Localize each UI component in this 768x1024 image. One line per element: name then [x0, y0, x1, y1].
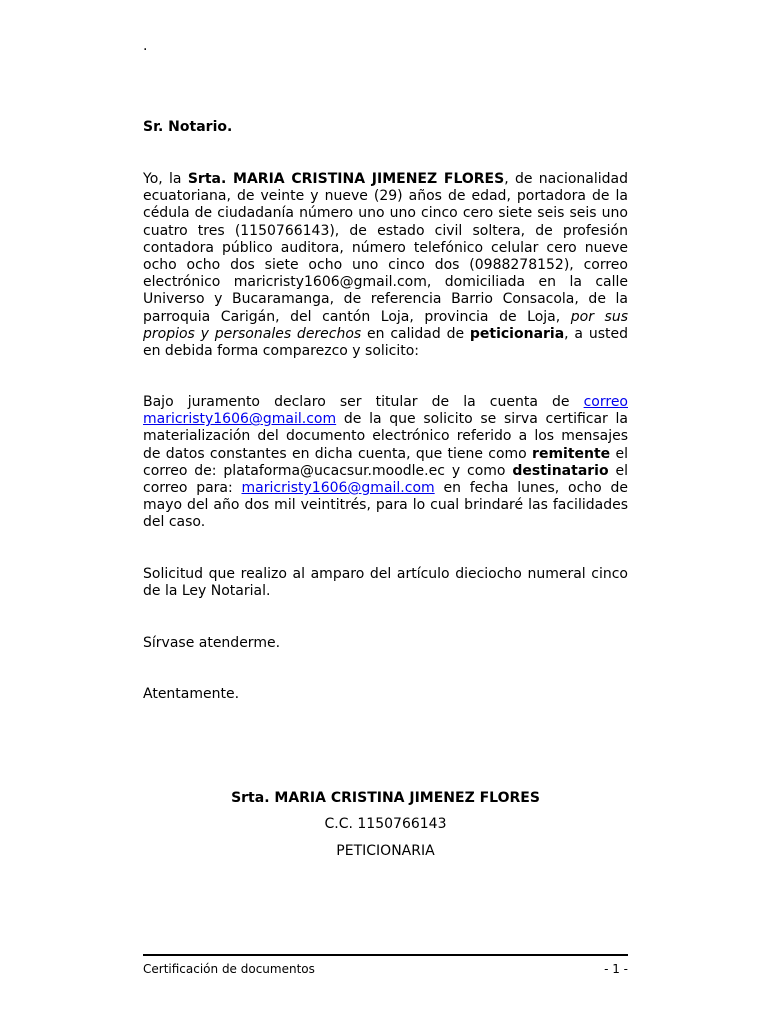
para1-text-3: en calidad de	[361, 325, 470, 342]
footer-divider	[143, 954, 628, 956]
petitioner-name: Srta. MARIA CRISTINA JIMENEZ FLORES	[187, 171, 505, 187]
legal-basis-paragraph: Solicitud que realizo al amparo del artículo dieciocho numeral cinco de la Ley Notarial.	[143, 566, 628, 600]
email-link-2[interactable]: maricristy1606@gmail.com	[241, 480, 435, 497]
intro-paragraph	[143, 171, 628, 360]
salutation: Sr. Notario.	[143, 119, 233, 135]
para1-text-2: , de nacionalidad ecuatoriana, de veinte y nueve (29) años de edad, portadora de la cédula de ciudadanía número uno uno cinco cero siete seis seis uno cuatro tres (1150766143), de estado civil soltera, de profesión contadora público auditora, número telefónico celular cero nueve ocho ocho dos siete ocho uno cinco dos (0988278152), correo electrónico maricristy1606@gmail.com, domiciliada en la calle Universo y Bucaramanga, de referencia Barrio Consacola, de la parroquia Carigán, del cantón Loja, provincia de Loja,	[143, 171, 628, 325]
para2-text-1: Bajo juramento declaro ser titular de la cuenta de	[143, 394, 584, 410]
signature-name: Srta. MARIA CRISTINA JIMENEZ FLORES	[231, 790, 540, 806]
para2-text-2: de la que solicito se sirva certificar la materialización del documento electrónico referido a los mensajes de datos constantes en dicha cuenta, que tiene como	[143, 411, 628, 462]
signature-role: PETICIONARIA	[336, 843, 435, 859]
recipient-label: destinatario	[512, 462, 609, 479]
para2-text-5: en fecha lunes, ocho de mayo del año dos mil veintitrés, para lo cual brindaré las facilidades del caso.	[143, 480, 628, 531]
email-link-1[interactable]: correo maricristy1606@gmail.com	[143, 394, 628, 428]
para1-italic: por sus propios y personales derechos	[143, 308, 629, 342]
para2-text-4: el correo para:	[143, 462, 628, 497]
signature-id: C.C. 1150766143	[324, 816, 447, 832]
para2-text-3: el correo de: plataforma@ucacsur.moodle.ec y como	[143, 445, 628, 479]
top-mark: .	[143, 38, 148, 54]
closing-line: Atentamente.	[143, 686, 240, 702]
para1-text-1: Yo, la	[143, 171, 188, 187]
request-line: Sírvase atenderme.	[143, 635, 281, 651]
footer-title: Certificación de documentos	[143, 962, 315, 976]
declaration-paragraph	[143, 394, 628, 532]
petitioner-role: peticionaria	[469, 325, 565, 342]
sender-label: remitente	[532, 445, 611, 462]
page-number: - 1 -	[604, 962, 628, 976]
para1-text-4: , a usted en debida forma comparezco y solicito:	[143, 325, 628, 360]
